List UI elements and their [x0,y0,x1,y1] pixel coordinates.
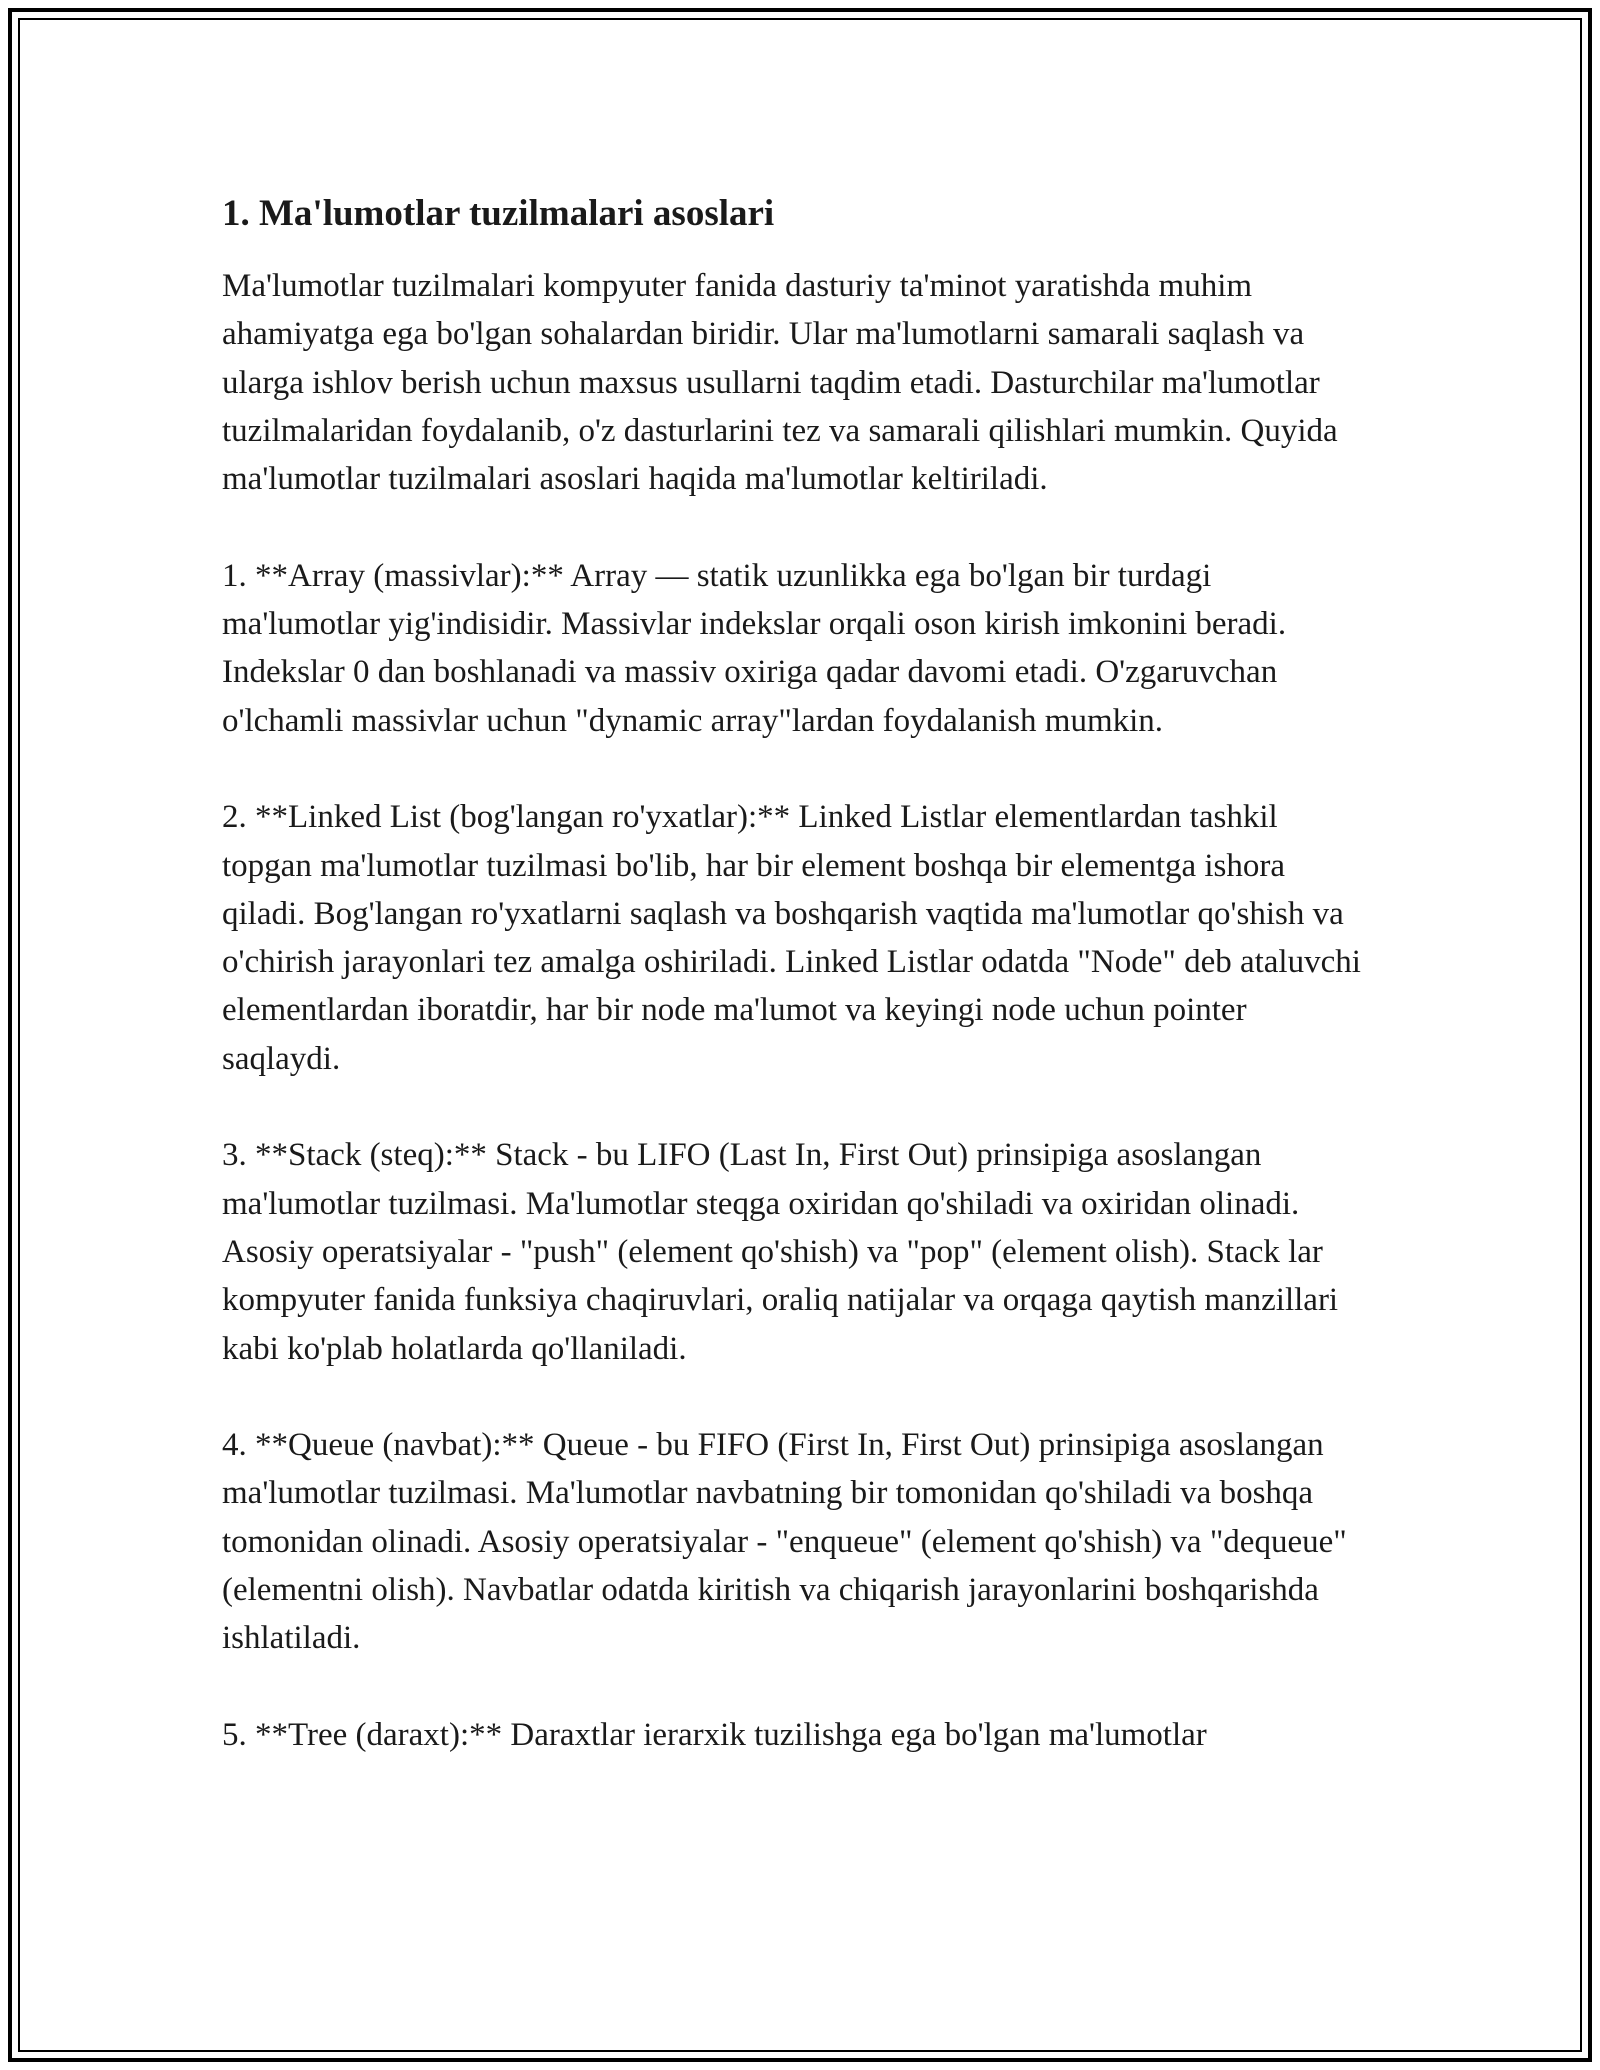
queue-paragraph: 4. **Queue (navbat):** Queue - bu FIFO (First In, First Out) prinsipiga asoslangan ma'lumotlar tuzilmasi. Ma'lumotlar navbatning bir tomonidan qo'shiladi va boshqa tomonidan olinadi. Asosiy operatsiyalar - "enqueue" (element qo'shish) va "dequeue" (elementni olish). Navbatlar odatda kiritish va chiqarish jarayonlarini boshqarishda ishlatiladi. [222,1427,1347,1657]
paragraph-spacer [222,1663,1372,1711]
paragraph-spacer [222,1083,1372,1131]
array-paragraph: 1. **Array (massivlar):** Array — statik uzunlikka ega bo'lgan bir turdagi ma'lumotlar yig'indisidir. Massivlar indekslar orqali oson kirish imkonini beradi. Indekslar 0 dan boshlanadi va massiv oxiriga qadar davomi etadi. O'zgaruvchan o'lchamli massivlar uchun "dynamic array"lardan foydalanish mumkin. [222,557,1287,739]
document-body [222,184,1372,1759]
paragraph-spacer [222,503,1372,551]
paragraph-spacer [222,1373,1372,1421]
paragraph-spacer [222,745,1372,793]
stack-paragraph: 3. **Stack (steq):** Stack - bu LIFO (Last In, First Out) prinsipiga asoslangan ma'lumotlar tuzilmasi. Ma'lumotlar steqga oxiridan qo'shiladi va oxiridan olinadi. Asosiy operatsiyalar - "push" (element qo'shish) va "pop" (element olish). Stack lar kompyuter fanida funksiya chaqiruvlari, oraliq natijalar va orqaga qaytish manzillari kabi ko'plab holatlarda qo'llaniladi. [222,1137,1339,1367]
linked-list-paragraph: 2. **Linked List (bog'langan ro'yxatlar):** Linked Listlar elementlardan tashkil topgan ma'lumotlar tuzilmasi bo'lib, har bir element boshqa bir elementga ishora qiladi. Bog'langan ro'yxatlarni saqlash va boshqarish vaqtida ma'lumotlar qo'shish va o'chirish jarayonlari tez amalga oshiriladi. Linked Listlar odatda "Node" deb ataluvchi elementlardan iboratdir, har bir node ma'lumot va keyingi node uchun pointer saqlaydi. [222,799,1361,1077]
tree-paragraph: 5. **Tree (daraxt):** Daraxtlar ierarxik tuzilishga ega bo'lgan ma'lumotlar [222,1716,1207,1753]
page-title: 1. Ma'lumotlar tuzilmalari asoslari [222,193,775,234]
intro-paragraph: Ma'lumotlar tuzilmalari kompyuter fanida dasturiy ta'minot yaratishda muhim ahamiyatga ega bo'lgan sohalardan biridir. Ular ma'lumotlarni samarali saqlash va ularga ishlov berish uchun maxsus usullarni taqdim etadi. Dasturchilar ma'lumotlar tuzilmalaridan foydalanib, o'z dasturlarini tez va samarali qilishlari mumkin. Quyida ma'lumotlar tuzilmalari asoslari haqida ma'lumotlar keltiriladi. [222,268,1338,498]
